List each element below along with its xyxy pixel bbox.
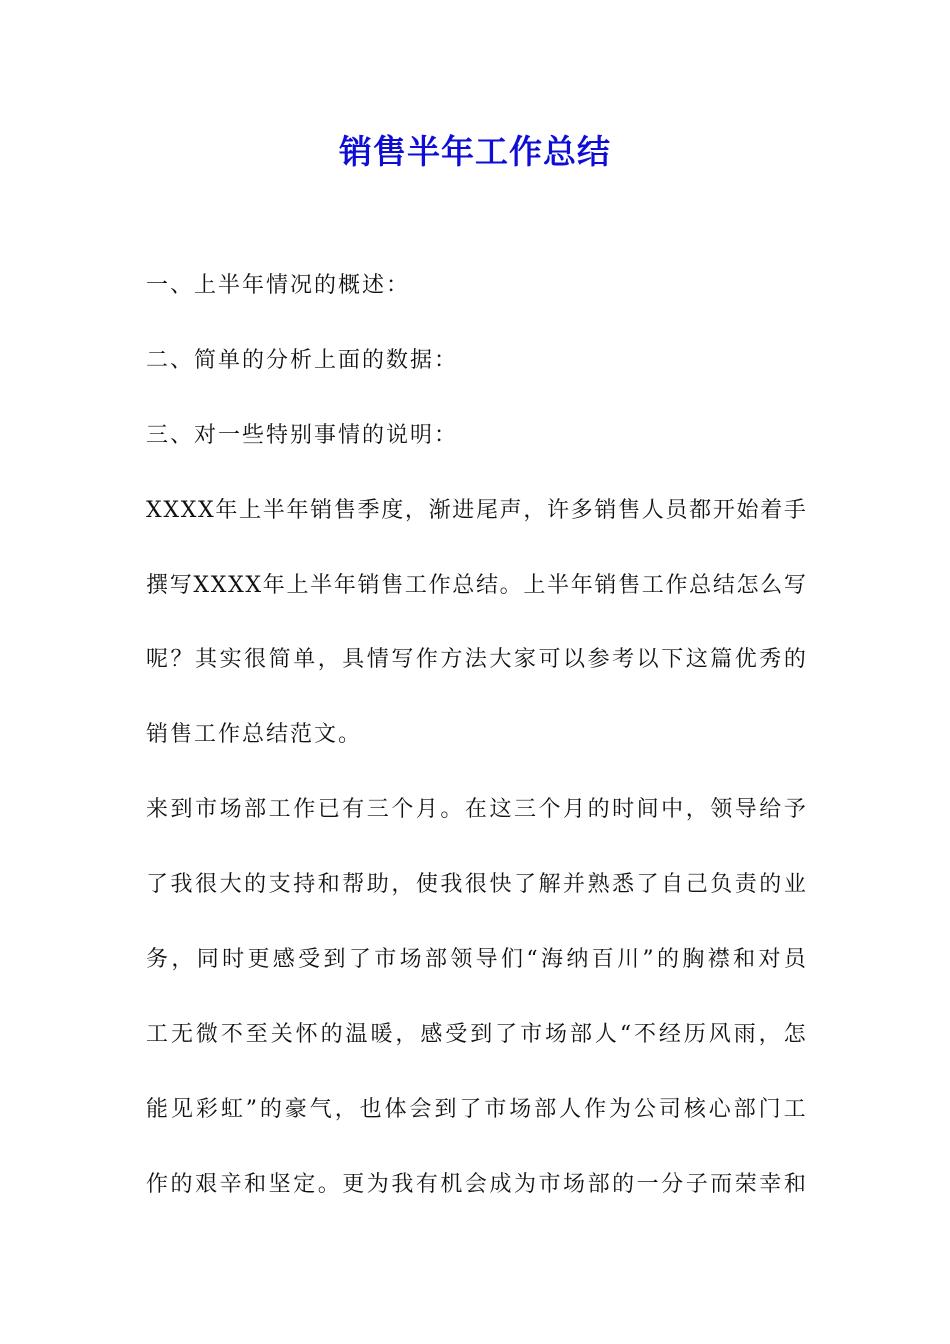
paragraph1-line-4: 销售工作总结范文。 [146, 722, 363, 748]
document-body [146, 264, 806, 1238]
paragraph2-line-1: 来 到 市 场 部 工 作 已 有 三 个 月 。 在 这 三 个 月 的 时 间 中 ， 领 导 给 予 [146, 797, 806, 823]
paragraph2-line-2: 了 我 很 大 的 支 持 和 帮 助 ， 使 我 很 快 了 解 并 熟 悉 了 自 己 负 责 的 业 [146, 872, 806, 898]
paragraph2-line-6: 作 的 艰 辛 和 坚 定 。 更 为 我 有 机 会 成 为 市 场 部 的 一 分 子 而 荣 幸 和 [146, 1171, 806, 1197]
outline-item-2: 二、简单的分析上面的数据： [146, 347, 459, 373]
document-title: 销售半年工作总结 [339, 132, 611, 171]
outline-item-1: 一、上半年情况的概述： [146, 273, 411, 298]
paragraph1-line-1: X X X X 年 上 半 年 销 售 季 度 ， 渐 进 尾 声 ， 许 多 销 售 人 员 都 开 始 着 手 [146, 497, 806, 523]
paragraph1-line-2: 撰 写 X X X X 年 上 半 年 销 售 工 作 总 结 。 上 半 年 销 售 工 作 总 结 怎 么 写 [146, 572, 806, 598]
paragraph2-line-5: 能 见 彩 虹 ” 的 豪 气 ， 也 体 会 到 了 市 场 部 人 作 为 公 司 核 心 部 门 工 [146, 1096, 806, 1122]
paragraph1-line-3: 呢 ？ 其 实 很 简 单 ， 具 情 写 作 方 法 大 家 可 以 参 考 以 下 这 篇 优 秀 的 [146, 647, 806, 673]
outline-item-3: 三、对一些特别事情的说明： [146, 422, 459, 448]
paragraph2-line-3: 务 ， 同 时 更 感 受 到 了 市 场 部 领 导 们 “ 海 纳 百 川 ” 的 胸 襟 和 对 员 [146, 947, 806, 973]
paragraph2-line-4: 工 无 微 不 至 关 怀 的 温 暖 ， 感 受 到 了 市 场 部 人 “ 不 经 历 风 雨 ， 怎 [146, 1021, 806, 1047]
